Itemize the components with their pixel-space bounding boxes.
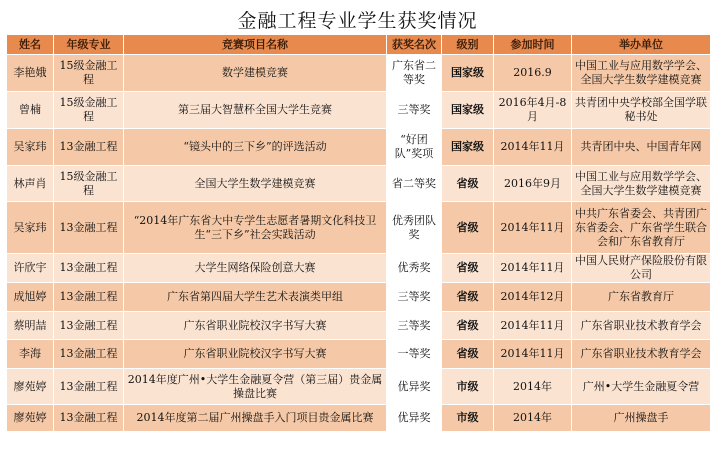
cell-level: 国家级 <box>442 55 494 92</box>
cell-award: “好团队”奖项 <box>387 129 442 166</box>
cell-level: 省级 <box>442 283 494 312</box>
cell-time: 2014年11月 <box>494 202 572 254</box>
cell-major: 15级金融工程 <box>54 92 124 129</box>
cell-organizer: 广东省职业技术教育学会 <box>572 340 711 369</box>
cell-time: 2014年11月 <box>494 340 572 369</box>
table-row <box>7 254 711 283</box>
cell-major: 13金融工程 <box>54 283 124 312</box>
cell-project: 数学建模竞赛 <box>124 55 387 92</box>
cell-time: 2016年4月-8月 <box>494 92 572 129</box>
table-row <box>7 340 711 369</box>
table-row <box>7 166 711 202</box>
cell-name: 林声肖 <box>7 166 54 202</box>
cell-name: 李海 <box>7 340 54 369</box>
cell-time: 2014年11月 <box>494 254 572 283</box>
table-row <box>7 312 711 340</box>
cell-project: 2014年度第二届广州操盘手入门项目贵金属比赛 <box>124 405 387 432</box>
table-row <box>7 369 711 405</box>
column-header: 级别 <box>442 35 494 55</box>
cell-name: 李艳娥 <box>7 55 54 92</box>
cell-award: 优秀团队奖 <box>387 202 442 254</box>
cell-project: 广东省职业院校汉字书写大赛 <box>124 340 387 369</box>
table-row <box>7 55 711 92</box>
cell-name: 成旭婷 <box>7 283 54 312</box>
cell-organizer: 广东省教育厅 <box>572 283 711 312</box>
cell-level: 市级 <box>442 405 494 432</box>
cell-name: 吴家玮 <box>7 129 54 166</box>
cell-project: 广东省第四届大学生艺术表演类甲组 <box>124 283 387 312</box>
cell-time: 2014年 <box>494 369 572 405</box>
column-header: 获奖名次 <box>387 35 442 55</box>
column-header: 举办单位 <box>572 35 711 55</box>
cell-major: 13金融工程 <box>54 405 124 432</box>
cell-project: “镜头中的三下乡”的评选活动 <box>124 129 387 166</box>
cell-major: 13金融工程 <box>54 340 124 369</box>
cell-name: 吴家玮 <box>7 202 54 254</box>
cell-award: 三等奖 <box>387 92 442 129</box>
cell-name: 蔡明喆 <box>7 312 54 340</box>
cell-time: 2014年11月 <box>494 312 572 340</box>
cell-name: 廖苑婷 <box>7 405 54 432</box>
cell-time: 2016年9月 <box>494 166 572 202</box>
cell-major: 13金融工程 <box>54 254 124 283</box>
cell-organizer: 共青团中央、中国青年网 <box>572 129 711 166</box>
cell-major: 15级金融工程 <box>54 55 124 92</box>
cell-level: 国家级 <box>442 92 494 129</box>
cell-level: 省级 <box>442 340 494 369</box>
cell-project: 第三届大智慧杯全国大学生竞赛 <box>124 92 387 129</box>
column-header: 参加时间 <box>494 35 572 55</box>
cell-organizer: 中国人民财产保险股份有限公司 <box>572 254 711 283</box>
cell-project: 全国大学生数学建模竞赛 <box>124 166 387 202</box>
cell-major: 13金融工程 <box>54 129 124 166</box>
cell-award: 三等奖 <box>387 283 442 312</box>
cell-level: 市级 <box>442 369 494 405</box>
cell-award: 优异奖 <box>387 369 442 405</box>
cell-award: 省二等奖 <box>387 166 442 202</box>
table-row <box>7 405 711 432</box>
cell-organizer: 共青团中央学校部全国学联秘书处 <box>572 92 711 129</box>
cell-organizer: 中国工业与应用数学学会、全国大学生数学建模竞赛 <box>572 55 711 92</box>
table-header-row <box>7 35 711 55</box>
cell-organizer: 广州操盘手 <box>572 405 711 432</box>
cell-project: 2014年度广州•大学生金融夏令营（第三届）贵金属操盘比赛 <box>124 369 387 405</box>
column-header: 竞赛项目名称 <box>124 35 387 55</box>
cell-name: 曾楠 <box>7 92 54 129</box>
cell-project: “2014年广东省大中专学生志愿者暑期文化科技卫生“三下乡”社会实践活动 <box>124 202 387 254</box>
cell-time: 2014年12月 <box>494 283 572 312</box>
cell-level: 国家级 <box>442 129 494 166</box>
cell-time: 2014年 <box>494 405 572 432</box>
cell-time: 2016.9 <box>494 55 572 92</box>
cell-level: 省级 <box>442 254 494 283</box>
cell-project: 广东省职业院校汉字书写大赛 <box>124 312 387 340</box>
cell-major: 13金融工程 <box>54 312 124 340</box>
cell-award: 优秀奖 <box>387 254 442 283</box>
awards-table <box>6 34 711 432</box>
cell-award: 一等奖 <box>387 340 442 369</box>
cell-project: 大学生网络保险创意大赛 <box>124 254 387 283</box>
cell-organizer: 广东省职业技术教育学会 <box>572 312 711 340</box>
cell-name: 廖苑婷 <box>7 369 54 405</box>
cell-organizer: 广州•大学生金融夏令营 <box>572 369 711 405</box>
cell-major: 15级金融工程 <box>54 166 124 202</box>
table-row <box>7 92 711 129</box>
cell-major: 13金融工程 <box>54 369 124 405</box>
table-row <box>7 202 711 254</box>
cell-award: 广东省二等奖 <box>387 55 442 92</box>
cell-organizer: 中国工业与应用数学学会、全国大学生数学建模竞赛 <box>572 166 711 202</box>
cell-name: 许欣宇 <box>7 254 54 283</box>
cell-time: 2014年11月 <box>494 129 572 166</box>
cell-major: 13金融工程 <box>54 202 124 254</box>
cell-award: 优异奖 <box>387 405 442 432</box>
column-header: 年级专业 <box>54 35 124 55</box>
cell-level: 省级 <box>442 202 494 254</box>
cell-organizer: 中共广东省委会、共青团广东省委会、广东省学生联合会和广东省教育厅 <box>572 202 711 254</box>
column-header: 姓名 <box>7 35 54 55</box>
cell-level: 省级 <box>442 166 494 202</box>
table-row <box>7 283 711 312</box>
cell-award: 三等奖 <box>387 312 442 340</box>
page-title: 金融工程专业学生获奖情况 <box>237 10 478 32</box>
cell-level: 省级 <box>442 312 494 340</box>
table-row <box>7 129 711 166</box>
